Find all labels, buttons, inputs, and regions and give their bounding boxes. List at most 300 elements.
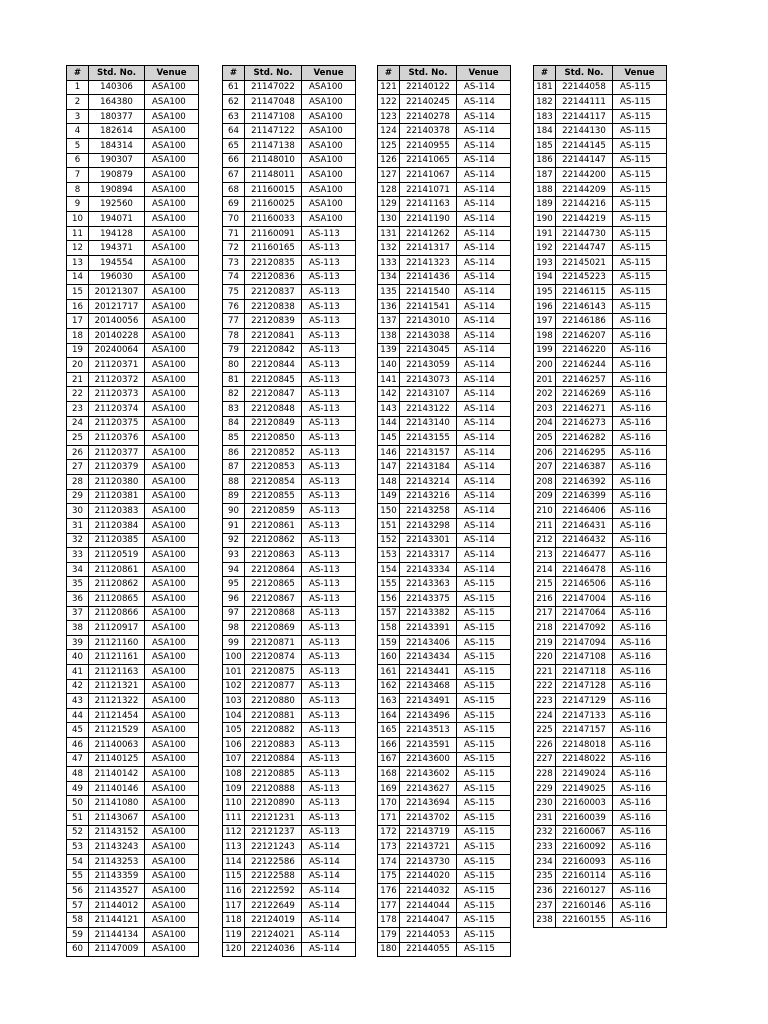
table-row	[534, 781, 667, 796]
table-row	[378, 182, 511, 197]
row-number: 68	[223, 182, 245, 197]
venue: AS-113	[302, 226, 356, 241]
venue: AS-116	[613, 679, 667, 694]
student-number: 22146295	[556, 445, 613, 460]
table-row	[223, 212, 356, 227]
table-row	[67, 635, 199, 650]
student-number: 21144012	[89, 898, 145, 913]
row-number: 198	[534, 328, 556, 343]
venue: AS-114	[457, 548, 511, 563]
table-row	[534, 197, 667, 212]
student-number: 22143382	[400, 606, 457, 621]
venue: AS-114	[457, 197, 511, 212]
venue: AS-115	[613, 212, 667, 227]
row-number: 169	[378, 781, 400, 796]
venue: ASA100	[145, 825, 199, 840]
table-row	[534, 708, 667, 723]
student-number: 22143073	[400, 372, 457, 387]
row-number: 231	[534, 811, 556, 826]
row-number: 173	[378, 840, 400, 855]
row-number: 226	[534, 738, 556, 753]
student-number: 22120881	[245, 708, 302, 723]
row-number: 220	[534, 650, 556, 665]
venue: ASA100	[145, 767, 199, 782]
table-row	[534, 635, 667, 650]
student-number: 22143591	[400, 738, 457, 753]
venue: ASA100	[145, 548, 199, 563]
venue: AS-114	[302, 840, 356, 855]
student-number: 22120850	[245, 431, 302, 446]
table-row	[378, 825, 511, 840]
student-number: 22146186	[556, 314, 613, 329]
student-number: 22143730	[400, 854, 457, 869]
table-row	[223, 533, 356, 548]
table-row	[378, 606, 511, 621]
venue: ASA100	[145, 738, 199, 753]
table-row	[378, 504, 511, 519]
table-row	[67, 942, 199, 957]
row-number: 35	[67, 577, 89, 592]
row-number: 101	[223, 664, 245, 679]
student-number: 21147138	[245, 139, 302, 154]
student-number: 20121717	[89, 299, 145, 314]
student-number: 22147128	[556, 679, 613, 694]
row-number: 25	[67, 431, 89, 446]
student-number: 22147129	[556, 694, 613, 709]
venue: ASA100	[145, 328, 199, 343]
table-row	[67, 825, 199, 840]
student-number: 20140056	[89, 314, 145, 329]
student-number: 22145021	[556, 255, 613, 270]
venue: AS-116	[613, 445, 667, 460]
table-row	[67, 548, 199, 563]
student-number: 22146506	[556, 577, 613, 592]
table-row	[223, 372, 356, 387]
row-number: 126	[378, 153, 400, 168]
row-number: 38	[67, 621, 89, 636]
row-number: 213	[534, 548, 556, 563]
venue: AS-114	[457, 95, 511, 110]
venue: AS-114	[457, 416, 511, 431]
student-number: 22143496	[400, 708, 457, 723]
venue: AS-116	[613, 460, 667, 475]
student-number: 22144145	[556, 139, 613, 154]
table-row	[378, 591, 511, 606]
table-row	[378, 708, 511, 723]
table-row	[378, 927, 511, 942]
table-row	[67, 402, 199, 417]
row-number: 158	[378, 621, 400, 636]
venue: AS-113	[302, 402, 356, 417]
student-number: 22160092	[556, 840, 613, 855]
table-row	[378, 840, 511, 855]
student-number: 22143317	[400, 548, 457, 563]
student-number: 22144044	[400, 898, 457, 913]
student-number: 22120845	[245, 372, 302, 387]
table-row	[534, 621, 667, 636]
student-number: 22143602	[400, 767, 457, 782]
table-row	[534, 460, 667, 475]
venue: ASA100	[145, 402, 199, 417]
venue: ASA100	[145, 518, 199, 533]
row-number: 130	[378, 212, 400, 227]
row-number: 186	[534, 153, 556, 168]
row-number: 201	[534, 372, 556, 387]
venue: AS-116	[613, 621, 667, 636]
row-number: 9	[67, 197, 89, 212]
venue: AS-116	[613, 562, 667, 577]
row-number: 190	[534, 212, 556, 227]
venue: AS-114	[457, 387, 511, 402]
row-number: 72	[223, 241, 245, 256]
table-row	[534, 153, 667, 168]
table-row	[223, 241, 356, 256]
venue: AS-116	[613, 518, 667, 533]
row-number: 133	[378, 255, 400, 270]
venue: ASA100	[302, 95, 356, 110]
venue: AS-115	[457, 591, 511, 606]
header-std-no: Std. No.	[556, 66, 613, 81]
venue: ASA100	[145, 913, 199, 928]
student-number: 22141262	[400, 226, 457, 241]
venue: AS-113	[302, 504, 356, 519]
student-number: 22143140	[400, 416, 457, 431]
student-number: 22141317	[400, 241, 457, 256]
row-number: 174	[378, 854, 400, 869]
venue: AS-113	[302, 591, 356, 606]
row-number: 204	[534, 416, 556, 431]
row-number: 131	[378, 226, 400, 241]
table-row	[534, 898, 667, 913]
venue: AS-114	[457, 168, 511, 183]
student-number: 21120384	[89, 518, 145, 533]
venue: AS-113	[302, 723, 356, 738]
table-row	[534, 723, 667, 738]
table-row	[67, 168, 199, 183]
student-number: 22148022	[556, 752, 613, 767]
student-number: 22147133	[556, 708, 613, 723]
venue: AS-114	[302, 869, 356, 884]
student-number: 22149024	[556, 767, 613, 782]
venue: ASA100	[145, 285, 199, 300]
table-row	[534, 489, 667, 504]
student-number: 22143719	[400, 825, 457, 840]
student-number: 22160127	[556, 884, 613, 899]
row-number: 172	[378, 825, 400, 840]
table-row	[378, 679, 511, 694]
student-number: 22120839	[245, 314, 302, 329]
venue: AS-116	[613, 635, 667, 650]
venue: AS-115	[457, 913, 511, 928]
table-row	[67, 226, 199, 241]
row-number: 132	[378, 241, 400, 256]
student-number: 21160033	[245, 212, 302, 227]
venue: ASA100	[302, 168, 356, 183]
venue: AS-115	[457, 708, 511, 723]
row-number: 91	[223, 518, 245, 533]
row-number: 143	[378, 402, 400, 417]
student-number: 22120861	[245, 518, 302, 533]
student-number: 140306	[89, 80, 145, 95]
venue: AS-116	[613, 694, 667, 709]
table-row	[223, 591, 356, 606]
venue: AS-113	[302, 825, 356, 840]
table-row	[223, 518, 356, 533]
table-row	[378, 913, 511, 928]
row-number: 11	[67, 226, 89, 241]
row-number: 199	[534, 343, 556, 358]
student-number: 196030	[89, 270, 145, 285]
venue: AS-116	[613, 854, 667, 869]
table-row	[378, 328, 511, 343]
venue: AS-113	[302, 299, 356, 314]
table-row	[223, 95, 356, 110]
venue: AS-115	[613, 241, 667, 256]
student-number: 21120376	[89, 431, 145, 446]
venue: ASA100	[145, 387, 199, 402]
row-number: 124	[378, 124, 400, 139]
row-number: 29	[67, 489, 89, 504]
table-row	[67, 723, 199, 738]
table-row	[67, 489, 199, 504]
student-number: 22143721	[400, 840, 457, 855]
header-number: #	[534, 66, 556, 81]
student-number: 21120383	[89, 504, 145, 519]
student-number: 22143184	[400, 460, 457, 475]
student-number: 22141067	[400, 168, 457, 183]
venue: ASA100	[145, 781, 199, 796]
row-number: 229	[534, 781, 556, 796]
row-number: 177	[378, 898, 400, 913]
row-number: 75	[223, 285, 245, 300]
table-row	[378, 533, 511, 548]
table-row	[67, 577, 199, 592]
row-number: 14	[67, 270, 89, 285]
table-row	[534, 109, 667, 124]
table-row	[378, 635, 511, 650]
venue: AS-116	[613, 372, 667, 387]
venue: AS-114	[457, 212, 511, 227]
student-number: 21140146	[89, 781, 145, 796]
table-row	[223, 548, 356, 563]
student-number: 21160025	[245, 197, 302, 212]
student-number: 22120883	[245, 738, 302, 753]
venue: AS-116	[613, 898, 667, 913]
table-row	[223, 504, 356, 519]
student-number: 22146478	[556, 562, 613, 577]
row-number: 121	[378, 80, 400, 95]
student-number: 21121529	[89, 723, 145, 738]
row-number: 119	[223, 927, 245, 942]
student-number: 22146392	[556, 475, 613, 490]
row-number: 135	[378, 285, 400, 300]
table-row	[67, 927, 199, 942]
table-row	[534, 796, 667, 811]
row-number: 185	[534, 139, 556, 154]
table-row	[223, 621, 356, 636]
venue: AS-113	[302, 518, 356, 533]
venue: AS-114	[457, 475, 511, 490]
student-number: 22147094	[556, 635, 613, 650]
venue: AS-115	[613, 95, 667, 110]
venue: AS-114	[457, 343, 511, 358]
row-number: 180	[378, 942, 400, 957]
venue: ASA100	[302, 80, 356, 95]
student-number: 21120381	[89, 489, 145, 504]
student-number: 22120867	[245, 591, 302, 606]
venue: AS-113	[302, 270, 356, 285]
venue: AS-116	[613, 664, 667, 679]
venue: AS-116	[613, 328, 667, 343]
table-row	[223, 285, 356, 300]
row-number: 222	[534, 679, 556, 694]
student-number: 22121243	[245, 840, 302, 855]
venue: AS-114	[457, 80, 511, 95]
table-row	[378, 139, 511, 154]
venue: AS-113	[302, 372, 356, 387]
venue: AS-115	[613, 270, 667, 285]
student-number: 22120838	[245, 299, 302, 314]
header-row	[534, 66, 667, 81]
student-number: 22160093	[556, 854, 613, 869]
row-number: 109	[223, 781, 245, 796]
row-number: 49	[67, 781, 89, 796]
row-number: 227	[534, 752, 556, 767]
student-number: 22143513	[400, 723, 457, 738]
row-number: 209	[534, 489, 556, 504]
row-number: 218	[534, 621, 556, 636]
row-number: 31	[67, 518, 89, 533]
row-number: 81	[223, 372, 245, 387]
row-number: 116	[223, 884, 245, 899]
venue: ASA100	[145, 241, 199, 256]
venue: ASA100	[145, 124, 199, 139]
row-number: 144	[378, 416, 400, 431]
table-row	[67, 343, 199, 358]
student-number: 22122649	[245, 898, 302, 913]
row-number: 62	[223, 95, 245, 110]
table-row	[534, 767, 667, 782]
student-number: 21160091	[245, 226, 302, 241]
seating-table-1	[66, 65, 199, 957]
row-number: 50	[67, 796, 89, 811]
venue: AS-114	[457, 431, 511, 446]
venue: AS-116	[613, 738, 667, 753]
table-row	[378, 811, 511, 826]
table-row	[67, 664, 199, 679]
row-number: 150	[378, 504, 400, 519]
venue: ASA100	[302, 182, 356, 197]
student-number: 22120854	[245, 475, 302, 490]
row-number: 179	[378, 927, 400, 942]
student-number: 22143214	[400, 475, 457, 490]
row-number: 188	[534, 182, 556, 197]
row-number: 104	[223, 708, 245, 723]
venue: ASA100	[145, 255, 199, 270]
row-number: 10	[67, 212, 89, 227]
venue: ASA100	[302, 212, 356, 227]
student-number: 22141541	[400, 299, 457, 314]
venue: AS-116	[613, 752, 667, 767]
student-number: 22120855	[245, 489, 302, 504]
row-number: 57	[67, 898, 89, 913]
venue: AS-114	[457, 255, 511, 270]
venue: AS-116	[613, 767, 667, 782]
venue: ASA100	[145, 358, 199, 373]
row-number: 55	[67, 869, 89, 884]
row-number: 163	[378, 694, 400, 709]
venue: AS-114	[302, 942, 356, 957]
student-number: 22120841	[245, 328, 302, 343]
row-number: 93	[223, 548, 245, 563]
venue: AS-113	[302, 548, 356, 563]
table-row	[378, 153, 511, 168]
table-row	[67, 533, 199, 548]
table-row	[67, 811, 199, 826]
venue: ASA100	[145, 504, 199, 519]
venue: AS-113	[302, 694, 356, 709]
row-number: 145	[378, 431, 400, 446]
table-row	[378, 431, 511, 446]
table-row	[534, 825, 667, 840]
student-number: 22141071	[400, 182, 457, 197]
venue: AS-113	[302, 255, 356, 270]
table-row	[378, 241, 511, 256]
table-row	[378, 489, 511, 504]
student-number: 22120842	[245, 343, 302, 358]
table-row	[534, 445, 667, 460]
table-row	[534, 343, 667, 358]
venue: ASA100	[145, 139, 199, 154]
table-row	[534, 299, 667, 314]
row-number: 5	[67, 139, 89, 154]
venue: AS-116	[613, 402, 667, 417]
student-number: 22120836	[245, 270, 302, 285]
row-number: 140	[378, 358, 400, 373]
row-number: 127	[378, 168, 400, 183]
venue: AS-114	[457, 445, 511, 460]
row-number: 60	[67, 942, 89, 957]
venue: AS-113	[302, 606, 356, 621]
venue: AS-115	[613, 197, 667, 212]
table-row	[534, 562, 667, 577]
row-number: 64	[223, 124, 245, 139]
venue: AS-114	[457, 182, 511, 197]
row-number: 125	[378, 139, 400, 154]
table-row	[534, 212, 667, 227]
row-number: 165	[378, 723, 400, 738]
student-number: 22160067	[556, 825, 613, 840]
table-row	[223, 635, 356, 650]
student-number: 22120865	[245, 577, 302, 592]
table-row	[67, 752, 199, 767]
venue: ASA100	[145, 869, 199, 884]
venue: AS-114	[457, 314, 511, 329]
student-number: 22143441	[400, 664, 457, 679]
venue: AS-115	[457, 679, 511, 694]
row-number: 83	[223, 402, 245, 417]
student-number: 22144130	[556, 124, 613, 139]
venue: AS-115	[457, 869, 511, 884]
row-number: 59	[67, 927, 89, 942]
venue: AS-114	[457, 562, 511, 577]
student-number: 22143122	[400, 402, 457, 417]
table-row	[67, 182, 199, 197]
row-number: 63	[223, 109, 245, 124]
venue: AS-115	[457, 738, 511, 753]
table-row	[223, 139, 356, 154]
table-row	[378, 445, 511, 460]
